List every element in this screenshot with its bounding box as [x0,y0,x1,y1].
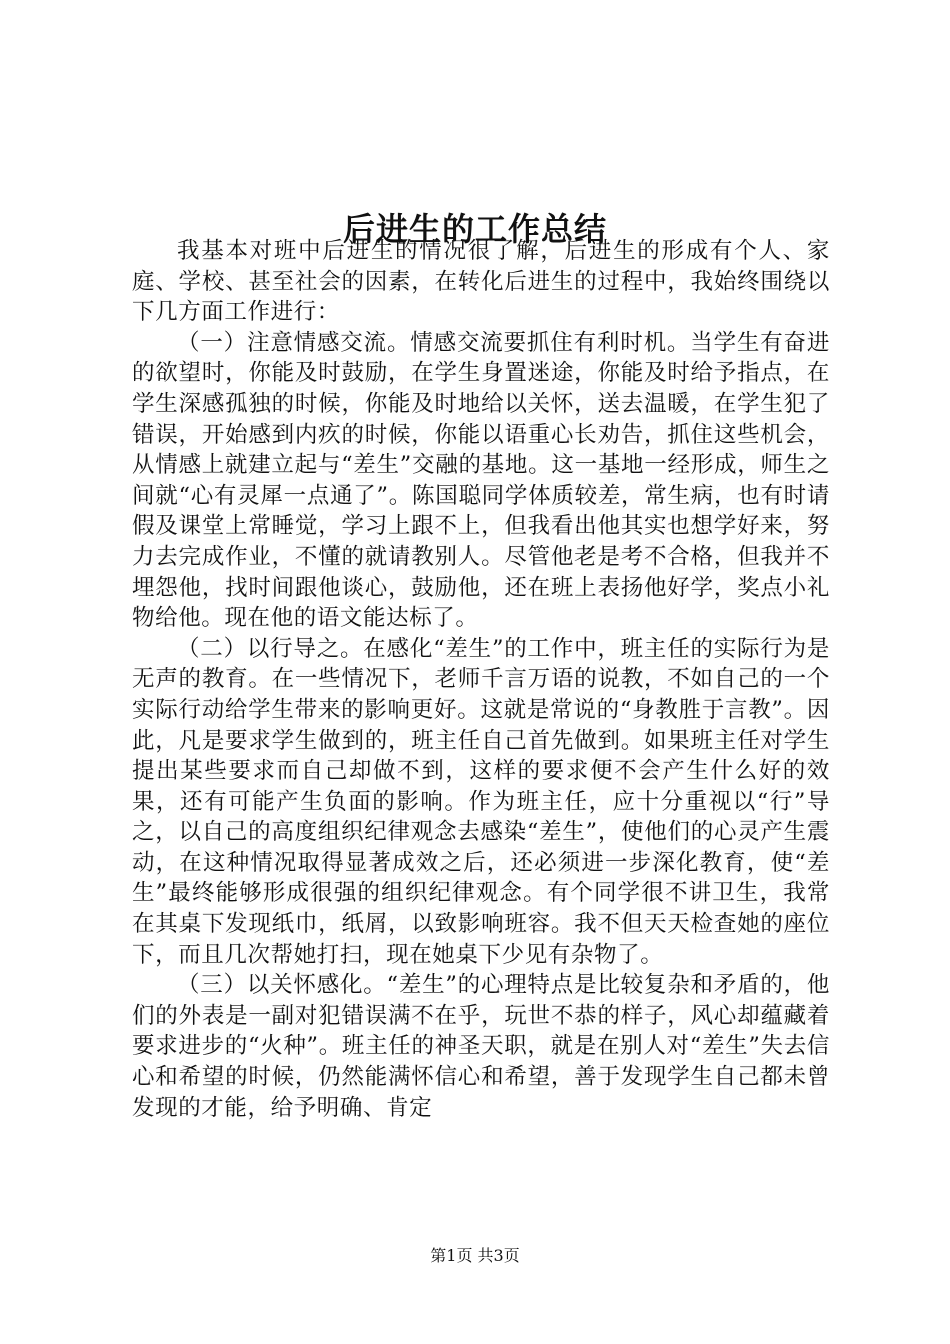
document-body [132,236,830,1123]
paragraph-section-3: （三）以关怀感化。“差生”的心理特点是比较复杂和矛盾的，他们的外表是一副对犯错误满不在乎，玩世不恭的样子，风心却蕴藏着要求进步的“火种”。班主任的神圣天职，就是在别人对“差生”失去信心和希望的时候，仍然能满怀信心和希望，善于发现学生自己都未曾发现的才能，给予明确、肯定 [132,972,830,1121]
document-title: 后进生的工作总结 [342,210,607,249]
paragraph-intro: 我基本对班中后进生的情况很了解，后进生的形成有个人、家庭、学校、甚至社会的因素，在转化后进生的过程中，我始终围绕以下几方面工作进行： [132,238,830,326]
paragraph-section-1: （一）注意情感交流。情感交流要抓住有利时机。当学生有奋进的欲望时，你能及时鼓励，在学生身置迷途，你能及时给予指点，在学生深感孤独的时候，你能及时地给以关怀，送去温暖，在学生犯了错误，开始感到内疚的时候，你能以语重心长劝告，抓住这些机会，从情感上就建立起与“差生”交融的基地。这一基地一经形成，师生之间就“心有灵犀一点通了”。陈国聪同学体质较差，常生病，也有时请假及课堂上常睡觉，学习上跟不上，但我看出他其实也想学好来，努力去完成作业，不懂的就请教别人。尽管他老是考不合格，但我并不埋怨他，找时间跟他谈心，鼓励他，还在班上表扬他好学，奖点小礼物给他。现在他的语文能达标了。 [132,329,830,632]
page-number-footer: 第1页 共3页 [430,1246,520,1265]
paragraph-section-2: （二）以行导之。在感化“差生”的工作中，班主任的实际行为是无声的教育。在一些情况下，老师千言万语的说教，不如自己的一个实际行动给学生带来的影响更好。这就是常说的“身教胜于言教”。因此，凡是要求学生做到的，班主任自己首先做到。如果班主任对学生提出某些要求而自己却做不到，这样的要求便不会产生什么好的效果，还有可能产生负面的影响。作为班主任，应十分重视以“行”导之，以自己的高度组织纪律观念去感染“差生”，使他们的心灵产生震动，在这种情况取得显著成效之后，还必须进一步深化教育，使“差生”最终能够形成很强的组织纪律观念。有个同学很不讲卫生，我常在其桌下发现纸巾，纸屑，以致影响班容。我不但天天检查她的座位下，而且几次帮她打扫，现在她桌下少见有杂物了。 [132,635,830,968]
